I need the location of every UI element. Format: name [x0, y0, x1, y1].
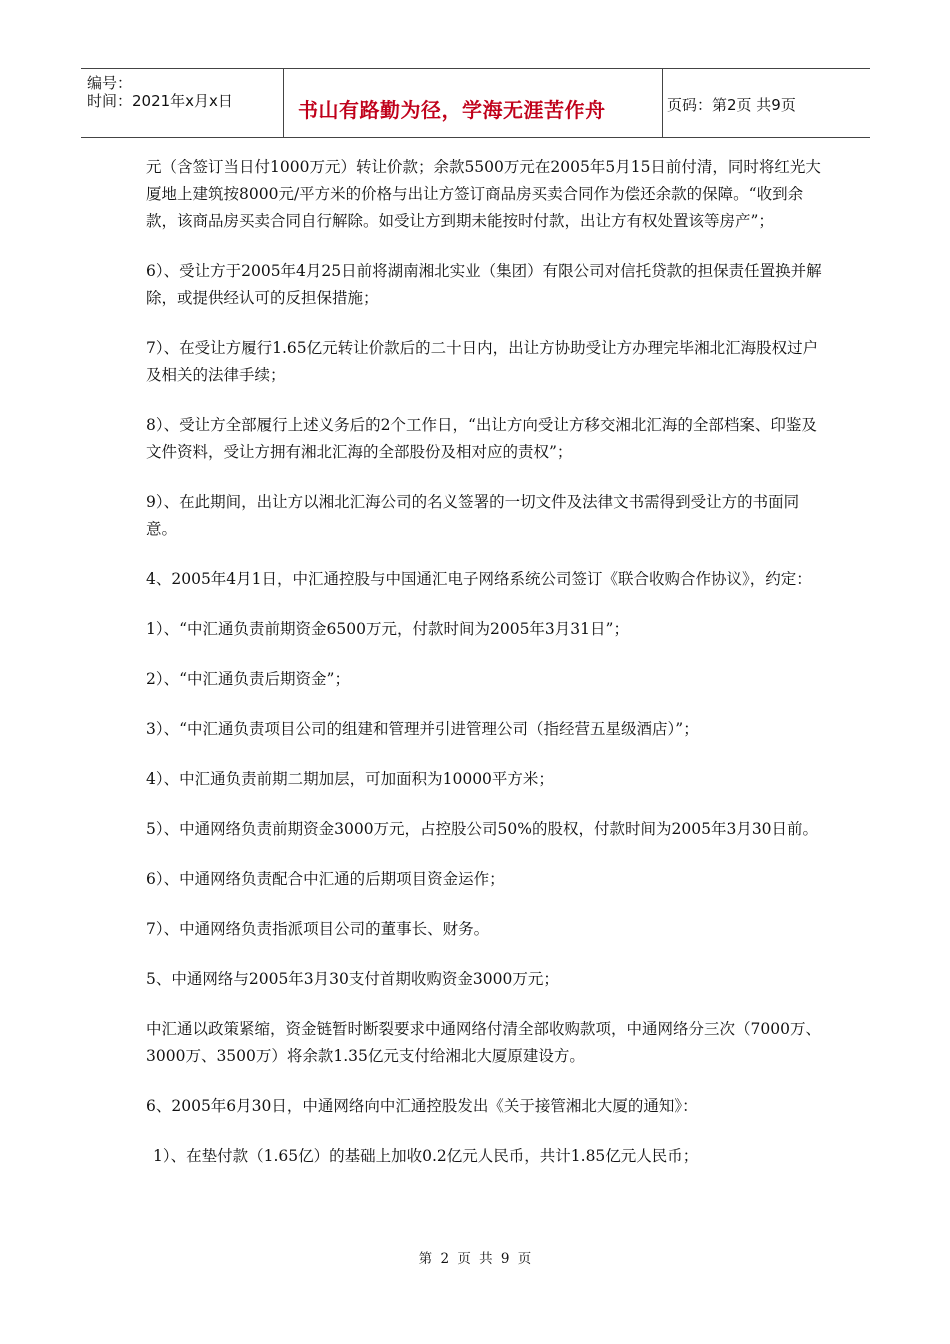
paragraph: 2）、“中汇通负责后期资金”； [146, 670, 350, 688]
paragraph: 5、中通网络与2005年3月30支付首期收购资金3000万元； [146, 970, 559, 988]
paragraph: 5）、中通网络负责前期资金3000万元，占控股公司50%的股权，付款时间为2005年3月30日前。 [146, 820, 819, 838]
paragraph: 6）、中通网络负责配合中汇通的后期项目资金运作； [146, 870, 505, 888]
paragraph: 3）、“中汇通负责项目公司的组建和管理并引进管理公司（指经营五星级酒店）”； [146, 720, 699, 738]
header-info-cell [81, 69, 284, 137]
page-number-label: 页码：第2页 共9页 [667, 96, 796, 114]
paragraph: 6）、受让方于2005年4月25日前将湖南湘北实业（集团）有限公司对信托贷款的担保责任置换并解除，或提供经认可的反担保措施； [146, 262, 822, 307]
paragraph: 4、2005年4月1日，中汇通控股与中国通汇电子网络系统公司签订《联合收购合作协议》，约定： [146, 570, 812, 588]
motto-text: 书山有路勤为径，学海无涯苦作舟 [298, 98, 606, 122]
header-motto-cell [284, 69, 663, 137]
document-body [146, 154, 822, 1193]
doc-number-label: 编号： [87, 74, 133, 92]
paragraph: 9）、在此期间，出让方以湘北汇海公司的名义签署的一切文件及法律文书需得到受让方的书面同意。 [146, 493, 800, 538]
paragraph: 1）、“中汇通负责前期资金6500万元，付款时间为2005年3月31日”； [146, 620, 629, 638]
paragraph: 7）、中通网络负责指派项目公司的董事长、财务。 [146, 920, 490, 938]
paragraph: 4）、中汇通负责前期二期加层，可加面积为10000平方米； [146, 770, 554, 788]
paragraph: 元（含签订当日付1000万元）转让价款；余款5500万元在2005年5月15日前付清，同时将红光大厦地上建筑按8000元/平方米的价格与出让方签订商品房买卖合同作为偿还余款的保障。“收到余款，该商品房买卖合同自行解除。如受让方到期未能按时付款，出让方有权处置该等房产”； [146, 158, 821, 230]
header-page-cell [663, 69, 870, 137]
paragraph: 6、2005年6月30日，中通网络向中汇通控股发出《关于接管湘北大厦的通知》： [146, 1097, 698, 1115]
paragraph: 7）、在受让方履行1.65亿元转让价款后的二十日内，出让方协助受让方办理完毕湘北汇海股权过户及相关的法律手续； [146, 339, 819, 384]
time-label: 时间：2021年x月x日 [87, 92, 233, 110]
paragraph: 8）、受让方全部履行上述义务后的2个工作日，“出让方向受让方移交湘北汇海的全部档案、印鉴及文件资料，受让方拥有湘北汇海的全部股份及相对应的责权”； [146, 416, 817, 461]
page-header [81, 68, 870, 138]
page-footer: 第 2 页 共 9 页 [418, 1251, 532, 1267]
paragraph: 1）、在垫付款（1.65亿）的基础上加收0.2亿元人民币，共计1.85亿元人民币； [153, 1147, 699, 1165]
paragraph: 中汇通以政策紧缩，资金链暂时断裂要求中通网络付清全部收购款项，中通网络分三次（7000万、3000万、3500万）将余款1.35亿元支付给湘北大厦原建设方。 [146, 1020, 821, 1065]
